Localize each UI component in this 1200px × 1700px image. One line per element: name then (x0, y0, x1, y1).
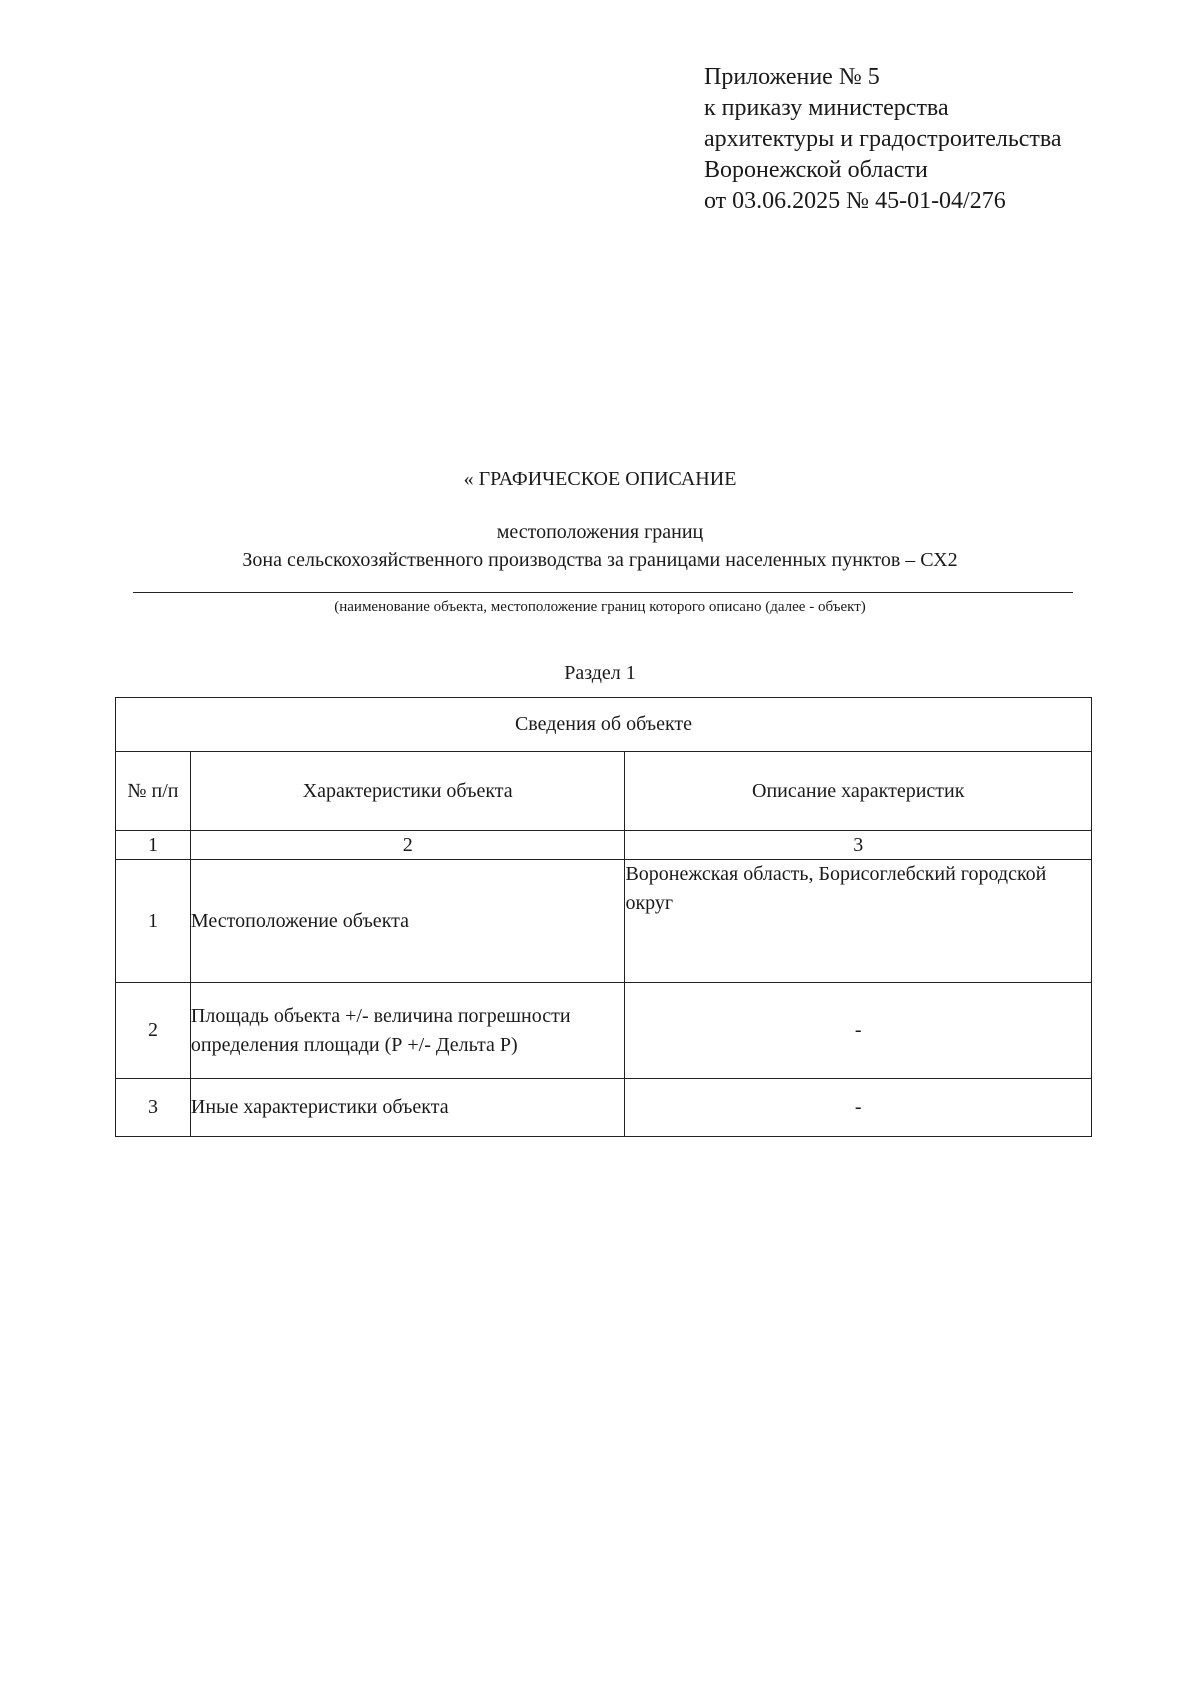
object-name: Зона сельскохозяйственного производства за границами населенных пунктов – СХ2 (242, 549, 958, 571)
appendix-line: Приложение № 5 (704, 64, 880, 90)
row-description: - (625, 983, 1092, 1079)
table-row (116, 860, 1092, 983)
table-title: Сведения об объекте (116, 698, 1092, 752)
header-characteristic: Характеристики объекта (190, 752, 625, 831)
appendix-line: Воронежской области (704, 157, 928, 183)
column-number: 3 (625, 831, 1092, 860)
object-name-caption: (наименование объекта, местоположение границ которого описано (далее - объект) (334, 599, 866, 615)
row-description: - (625, 1079, 1092, 1137)
object-info-table (115, 697, 1092, 1137)
column-number: 1 (116, 831, 191, 860)
header-num (116, 752, 191, 831)
table-row (116, 983, 1092, 1079)
table-row (116, 1079, 1092, 1137)
appendix-line: от 03.06.2025 № 45-01-04/276 (704, 188, 1006, 214)
appendix-line: к приказу министерства (704, 95, 949, 121)
row-characteristic: Местоположение объекта (190, 860, 625, 983)
column-number: 2 (190, 831, 625, 860)
table-title-row (116, 698, 1092, 752)
row-num: 2 (116, 983, 191, 1079)
header-description: Описание характеристик (625, 752, 1092, 831)
header-num-label: № п/п (127, 780, 179, 802)
appendix-block (704, 62, 1062, 217)
underline-divider (133, 592, 1073, 593)
table-header-row (116, 752, 1092, 831)
row-num: 1 (116, 860, 191, 983)
row-characteristic: Иные характеристики объекта (190, 1079, 625, 1137)
row-description: Воронежская область, Борисоглебский городской округ (625, 860, 1092, 983)
row-characteristic: Площадь объекта +/- величина погрешности определения площади (Р +/- Дельта Р) (190, 983, 625, 1079)
document-title: « ГРАФИЧЕСКОЕ ОПИСАНИЕ (463, 468, 737, 490)
row-num: 3 (116, 1079, 191, 1137)
document-subtitle: местоположения границ (496, 521, 704, 543)
appendix-line: архитектуры и градостроительства (704, 126, 1062, 152)
section-heading: Раздел 1 (564, 662, 636, 684)
column-number-row (116, 831, 1092, 860)
